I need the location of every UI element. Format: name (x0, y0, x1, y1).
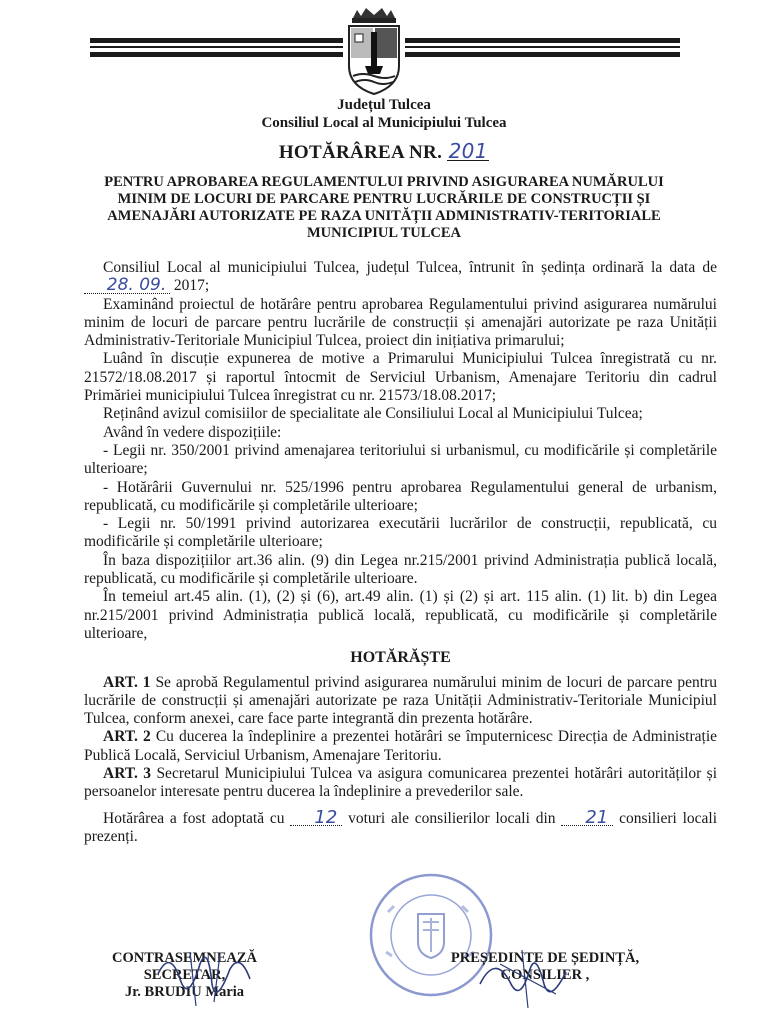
paragraph-considering: Având în vedere dispozițiile: (103, 423, 282, 441)
coat-of-arms-icon (343, 8, 405, 96)
article-3 (84, 765, 717, 802)
decree-heading: HOTĂRĂȘTE (350, 649, 451, 667)
countersign-label: CONTRASEMNEAZĂ (111, 950, 257, 966)
intro-paragraph (84, 259, 717, 296)
paragraph-committees: Reținând avizul comisiilor de specialitate ale Consiliului Local al Municipiului Tulcea; (103, 405, 643, 423)
paragraph-examining: Examinând proiectul de hotărâre pentru aprobarea Regulamentului privind asigurarea numărului minim de locuri de parcare pentru lucrările de construcții și amenajări autorizate pe raza Unității Administrativ-Teritoriale Municipiul Tulcea, proiect din inițiativa primarului; (84, 295, 717, 350)
law-item-50: - Legii nr. 50/1991 privind autorizarea executării lucrărilor de construcții, republicată, cu modificările și completările ulterioare; (84, 515, 717, 551)
article-3-text: Secretarul Municipiului Tulcea va asigura comunicarea prezentei hotărâri autorităților și persoanelor interesate pentru ducerea la îndeplinire a prevederilor sale. (84, 765, 718, 801)
adoption-text-1: Hotărârea a fost adoptată cu (103, 809, 285, 827)
paragraph-grounds: În temeiul art.45 alin. (1), (2) și (6), art.49 alin. (1) și (2) și art. 115 alin. (1) lit. b) din Legea nr.215/2001 privind Administrația publică locală, republicată, cu modificările și completările ulterioare, (84, 588, 717, 642)
secretary-label: SECRETAR, (143, 967, 226, 983)
intro-text: Consiliul Local al municipiului Tulcea, județul Tulcea, întrunit în ședința ordinară la data de (103, 259, 717, 276)
secretary-name: Jr. BRUDIU Maria (124, 984, 245, 1000)
article-1-label: ART. 1 (103, 673, 151, 691)
article-3-label: ART. 3 (103, 765, 152, 783)
decision-number: 201 (448, 139, 488, 163)
councillor-label: CONSILIER , (500, 967, 590, 983)
document-title (0, 139, 768, 164)
article-2-label: ART. 2 (103, 728, 151, 746)
adoption-text-2: voturi ale consilierilor locali din (348, 809, 556, 827)
article-1 (84, 674, 717, 729)
document-body (84, 259, 717, 846)
decision-subject: PENTRU APROBAREA REGULAMENTULUI PRIVIND ASIGURAREA NUMĂRULUI MINIM DE LOCURI DE PARCARE PENTRU LUCRĂRILE DE CONSTRUCȚII ȘI AMENAJĂRI AUTORIZATE PE RAZA UNITĂȚII ADMINISTRATIV-TERITORIALE MUNICIPIUL TULCEA (104, 174, 664, 241)
chair-label: PREȘEDINTE DE ȘEDINȚĂ, (450, 950, 640, 966)
meeting-date: 28. 09. (84, 278, 170, 294)
adoption-statement (84, 806, 718, 847)
paragraph-discussion: Luând în discuție expunerea de motive a Primarului Municipiului Tulcea înregistrată cu nr. 21572/18.08.2017 și raportul întocmit de Serviciul Urbanism, Amenajare Teritoriu din cadrul Primăriei municipiului Tulcea înregistrat cu nr. 21573/18.08.2017; (84, 350, 717, 405)
council-name: Consiliul Local al Municipiului Tulcea (261, 115, 507, 131)
article-2-text: Cu ducerea la îndeplinire a prezentei hotărâri se împuternicesc Direcția de Administrație Publică Locală, Serviciul Urbanism, Amenajare Teritoriu. (84, 728, 718, 764)
article-1-text: Se aprobă Regulamentul privind asigurarea numărului minim de locuri de parcare pentru lucrările de construcții și amenajări autorizate pe raza Unității Administrativ-Teritoriale Municipiul Tulcea, conform anexei, care face parte integrantă din prezenta hotărâre. (84, 673, 718, 728)
secretary-signature-icon (150, 944, 260, 1014)
county-name: Județul Tulcea (337, 97, 431, 113)
votes-count: 12 (290, 810, 342, 826)
intro-year: 2017; (173, 277, 210, 295)
paragraph-basis: În baza dispozițiilor art.36 alin. (9) din Legea nr.215/2001 privind Administrația publică locală, republicată, cu modificările și completările ulterioare. (84, 551, 717, 588)
adoption-text-3: consilieri locali prezenți. (84, 809, 718, 845)
councillors-present: 21 (561, 810, 613, 826)
title-prefix: HOTĂRÂREA NR. (278, 142, 443, 163)
law-item-350: - Legii nr. 350/2001 privind amenajarea teritoriului si urbanismul, cu modificările și completările ulterioare; (84, 441, 717, 478)
article-2 (84, 728, 717, 765)
law-item-525: - Hotărârii Guvernului nr. 525/1996 pentru aprobarea Regulamentului general de urbanism, republicată, cu modificările și completările ulterioare; (84, 478, 717, 514)
chair-signature-icon (470, 944, 580, 1014)
